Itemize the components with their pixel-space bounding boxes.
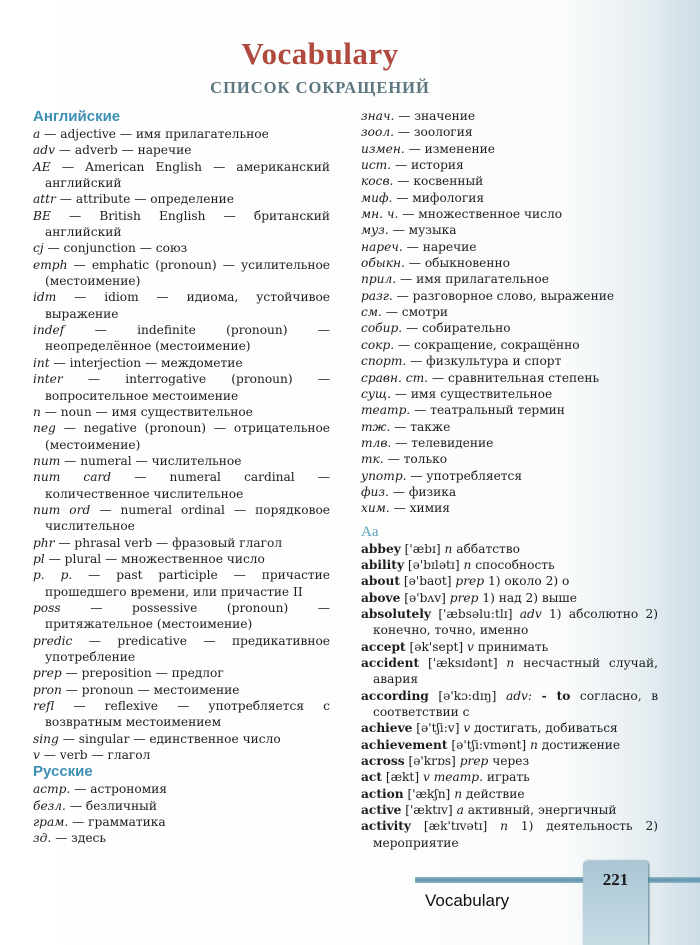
abbreviation-entry <box>33 502 330 535</box>
abbreviation-entry <box>33 257 330 290</box>
abbreviation-meaning: — numeral cardinal — количественное числительное <box>45 470 330 501</box>
abbreviation-entry <box>361 141 658 157</box>
dictionary-entry <box>361 786 658 802</box>
abbreviation-entry <box>33 731 330 747</box>
part-of-speech: n <box>444 541 453 556</box>
transcription: [æk'tɪvətɪ] <box>423 819 488 834</box>
headword: accident <box>361 656 420 670</box>
abbreviation: зоол. <box>361 125 394 140</box>
abbreviation: собир. <box>361 321 403 336</box>
abbreviation: neg <box>33 421 56 436</box>
abbreviation: prep <box>33 666 62 681</box>
abbreviation: refl <box>33 699 55 714</box>
translation: 1) около 2) о <box>487 574 570 589</box>
abbreviation-meaning: — грамматика <box>72 815 166 830</box>
abbreviation-entry <box>361 190 658 206</box>
abbreviation-meaning: — только <box>387 452 448 467</box>
abbreviation-meaning: — наречие <box>406 239 477 254</box>
transcription: [ə'tʃi:v] <box>416 721 460 736</box>
translation: 1) абсолютно 2) конечно, точно, именно <box>373 606 658 638</box>
part-of-speech: a <box>456 803 464 818</box>
part-of-speech: adv <box>519 606 542 621</box>
page-subtitle: СПИСОК СОКРАЩЕНИЙ <box>210 78 430 97</box>
abbreviation: poss <box>33 600 61 615</box>
abbreviation-entry <box>33 453 330 469</box>
abbreviation-meaning: — телевидение <box>395 435 494 450</box>
abbreviation: прил. <box>361 272 397 287</box>
abbreviation-entry <box>33 142 330 158</box>
transcription: [ək'sept] <box>409 639 464 654</box>
abbreviation: v <box>33 748 40 763</box>
part-of-speech: prep <box>455 574 485 589</box>
part-of-speech: v <box>463 721 471 736</box>
abbreviation: хим. <box>361 501 390 516</box>
dictionary-entries <box>361 541 658 852</box>
abbreviation: inter <box>33 372 63 387</box>
translation: через <box>492 754 530 769</box>
abbreviation-meaning: — мифология <box>396 190 485 205</box>
headword: activity <box>361 819 411 834</box>
headword: achieve <box>361 721 413 736</box>
part-of-speech: adv: <box>505 688 532 703</box>
abbreviation-meaning: — noun — имя существительное <box>44 404 253 419</box>
abbreviation-entry <box>33 747 330 763</box>
abbreviation-entry <box>361 320 658 336</box>
page-number: 221 <box>602 870 629 889</box>
abbreviation-meaning: — обыкновенно <box>408 256 510 271</box>
abbreviation: a <box>33 127 41 141</box>
translation: 1) деятельность 2) мероприятие <box>373 819 659 850</box>
abbreviation-meaning: — predicative — предикативное употребление <box>45 633 330 664</box>
abbreviation: мн. ч. <box>361 207 399 222</box>
part-of-speech: v театр. <box>422 770 483 785</box>
abbreviation: pl <box>33 551 45 566</box>
abbreviation-entry <box>33 830 330 846</box>
headword: abbey <box>361 541 401 556</box>
transcription: ['æksɪdənt] <box>427 656 498 670</box>
abbreviation-meaning: — имя существительное <box>394 386 553 401</box>
headword: act <box>361 770 382 785</box>
abbreviation-entry <box>33 191 330 207</box>
abbreviation-meaning: — разговорное слово, выражение <box>396 288 615 303</box>
abbreviation-meaning: — emphatic (pronoun) — усилительное (местоимение) <box>45 257 330 289</box>
abbreviation-entry <box>33 600 330 633</box>
headword: across <box>361 754 405 769</box>
abbreviation-meaning: — астрономия <box>74 782 167 797</box>
abbreviation-meaning: — conjunction — союз <box>47 241 188 256</box>
abbreviation-entry <box>361 402 658 418</box>
headword: ability <box>361 557 405 572</box>
abbreviation: употр. <box>361 468 407 483</box>
abbreviation-entry <box>33 371 330 404</box>
abbreviation-meaning: — adjective — имя прилагательное <box>44 127 269 141</box>
transcription: [ə'krɒs] <box>408 754 456 769</box>
abbreviation-entry <box>361 386 658 402</box>
abbreviation-meaning: — употребляется <box>410 468 523 483</box>
abbreviation: миф. <box>361 190 393 205</box>
headword: absolutely <box>361 606 431 621</box>
transcription: [ə'bɪlətɪ] <box>407 557 460 572</box>
abbreviation-entry <box>33 551 330 567</box>
abbreviation-entry <box>33 126 330 142</box>
abbreviation-meaning: — American English — американский английский <box>45 159 331 191</box>
abbreviation-meaning: — singular — единственное число <box>62 731 281 746</box>
headword: above <box>361 590 401 605</box>
abbreviation: сокр. <box>361 337 395 352</box>
abbreviation-entry <box>361 288 658 304</box>
dictionary-entry <box>361 802 658 818</box>
russian-abbreviations-list-continued <box>361 108 658 517</box>
abbreviation-entry <box>33 535 330 551</box>
translation: действие <box>465 786 525 801</box>
translation: согласно, в соответствии с <box>373 688 659 720</box>
abbreviation-entry <box>33 698 330 731</box>
abbreviation: сравн. ст. <box>361 370 429 385</box>
translation: несчастный случай, авария <box>373 656 658 687</box>
headword: active <box>361 803 402 818</box>
abbreviation-meaning: — изменение <box>408 141 495 156</box>
abbreviation-entry <box>33 322 330 355</box>
abbreviation: нареч. <box>361 239 403 254</box>
abbreviation-entry <box>361 451 658 467</box>
page-title: Vocabulary <box>241 36 399 71</box>
dictionary-entry <box>361 818 658 851</box>
abbreviation-entry <box>361 419 658 435</box>
abbreviation: predic <box>33 633 73 648</box>
part-of-speech: n <box>506 656 515 670</box>
dictionary-entry <box>361 737 658 753</box>
abbreviation: sing <box>33 731 59 746</box>
abbreviation: тк. <box>361 452 384 467</box>
translation: достижение <box>541 737 621 752</box>
abbreviation: тлв. <box>361 435 392 450</box>
dictionary-entry <box>361 769 658 785</box>
translation: аббатство <box>456 541 520 556</box>
abbreviation-entry <box>361 255 658 271</box>
dictionary-letter-heading: Aa <box>361 523 379 540</box>
abbreviation-meaning: — физкультура и спорт <box>410 354 562 369</box>
phrase: - to <box>541 688 571 703</box>
headword: achievement <box>361 737 448 752</box>
abbreviation-entry <box>361 239 658 255</box>
abbreviation-entry <box>33 814 330 830</box>
abbreviation: муз. <box>361 223 389 238</box>
abbreviation-meaning: — имя прилагательное <box>400 272 549 287</box>
abbreviation-entry <box>361 124 658 140</box>
abbreviation-entry <box>361 173 658 189</box>
abbreviation-meaning: — interrogative (pronoun) — вопросительное местоимение <box>45 372 331 403</box>
dictionary-entry <box>361 606 658 639</box>
abbreviation-entry <box>33 208 330 241</box>
headword: accept <box>361 639 406 654</box>
abbreviation-meaning: — interjection — междометие <box>53 355 243 370</box>
abbreviation-entry <box>33 781 330 797</box>
dictionary-entry <box>361 688 658 721</box>
part-of-speech: prep <box>459 754 489 769</box>
abbreviation: num <box>33 453 61 468</box>
abbreviation: BE <box>33 208 51 223</box>
abbreviation: спорт. <box>361 354 407 369</box>
abbreviation-entry <box>33 798 330 814</box>
abbreviation-entry <box>361 435 658 451</box>
abbreviation: разг. <box>361 288 393 303</box>
abbreviation-entry <box>361 468 658 484</box>
left-column <box>33 108 330 847</box>
translation: принимать <box>477 639 549 654</box>
abbreviation: p. p. <box>33 568 73 583</box>
abbreviation-meaning: — pronoun — местоимение <box>65 682 240 697</box>
abbreviation: attr <box>33 192 56 207</box>
abbreviation-meaning: — possessive (pronoun) — притяжательное (местоимение) <box>45 600 330 632</box>
abbreviation-meaning: — театральный термин <box>414 403 565 418</box>
abbreviation-meaning: — музыка <box>392 223 457 238</box>
abbreviation-meaning: — preposition — предлог <box>65 666 224 681</box>
headword: according <box>361 688 429 703</box>
part-of-speech: n <box>529 737 538 752</box>
abbreviation-meaning: — физика <box>392 484 457 499</box>
abbreviation: астр. <box>33 782 71 797</box>
translation: 1) над 2) выше <box>482 590 577 605</box>
abbreviation-meaning: — negative (pronoun) — отрицательное (местоимение) <box>45 421 331 452</box>
abbreviation-entry <box>33 404 330 420</box>
abbreviation: обыкн. <box>361 256 405 271</box>
abbreviation-entry <box>33 355 330 371</box>
abbreviation-entry <box>361 222 658 238</box>
abbreviation-entry <box>361 500 658 516</box>
abbreviation: idm <box>33 290 57 305</box>
abbreviation-entry <box>361 108 658 124</box>
abbreviation: n <box>33 404 41 419</box>
abbreviation-meaning: — косвенный <box>397 174 484 189</box>
transcription: [ə'bʌv] <box>404 590 446 605</box>
abbreviation: сущ. <box>361 386 391 401</box>
transcription: ['æktɪv] <box>405 803 453 818</box>
abbreviation-meaning: — собирательно <box>406 321 511 336</box>
abbreviation-meaning: — сокращение, сокращённо <box>398 337 580 352</box>
abbreviation-meaning: — зоология <box>397 125 473 140</box>
abbreviation-meaning: — attribute — определение <box>59 192 234 207</box>
abbreviation-meaning: — reflexive — употребляется с возвратным местоимением <box>45 699 330 730</box>
abbreviation-meaning: — также <box>394 419 451 434</box>
transcription: ['æbɪ] <box>404 541 441 556</box>
abbreviation-entry <box>33 469 330 502</box>
translation: достигать, добиваться <box>474 721 618 736</box>
translation: способность <box>475 557 555 572</box>
abbreviation-meaning: — verb — глагол <box>43 748 151 763</box>
abbreviation: emph <box>33 257 68 272</box>
abbreviation-meaning: — история <box>394 158 464 173</box>
english-abbreviations-list <box>33 126 330 763</box>
abbreviation: зд. <box>33 831 52 846</box>
abbreviation: театр. <box>361 403 411 418</box>
part-of-speech: n <box>500 819 508 834</box>
translation: активный, энергичный <box>467 803 617 818</box>
dictionary-entry <box>361 573 658 589</box>
abbreviation-meaning: — numeral — числительное <box>64 453 242 468</box>
transcription: [ə'kɔ:dɪŋ] <box>438 688 497 703</box>
abbreviation-entry <box>33 159 330 192</box>
part-of-speech: n <box>454 786 463 801</box>
abbreviation: adv <box>33 143 55 158</box>
abbreviation: ист. <box>361 158 392 173</box>
russian-abbreviations-heading: Русские <box>33 763 93 781</box>
footer-section-label: Vocabulary <box>425 891 510 910</box>
dictionary-entry <box>361 655 658 688</box>
transcription: ['ækʃn] <box>407 786 451 801</box>
abbreviation: int <box>33 355 50 370</box>
abbreviation: знач. <box>361 109 395 123</box>
abbreviation-meaning: — past participle — причастие прошедшего времени, или причастие II <box>45 568 330 599</box>
translation: играть <box>486 770 530 785</box>
abbreviation-meaning: — indefinite (pronoun) — неопределённое (местоимение) <box>45 323 330 354</box>
right-column <box>361 108 658 851</box>
abbreviation-entry <box>361 157 658 173</box>
abbreviation-meaning: — безличный <box>69 798 157 813</box>
abbreviation: физ. <box>361 484 389 499</box>
abbreviation: indef <box>33 323 65 338</box>
english-abbreviations-heading: Английские <box>33 108 121 125</box>
abbreviation-meaning: — phrasal verb — фразовый глагол <box>58 535 283 550</box>
transcription: [ækt] <box>385 770 420 785</box>
abbreviation-meaning: — химия <box>393 501 450 516</box>
transcription: ['æbsəlu:tlɪ] <box>438 606 513 621</box>
part-of-speech: n <box>463 557 472 572</box>
abbreviation: измен. <box>361 141 405 156</box>
abbreviation-entry <box>33 665 330 681</box>
abbreviation-meaning: — смотри <box>385 305 449 320</box>
abbreviation-entry <box>33 567 330 600</box>
abbreviation: pron <box>33 682 62 697</box>
abbreviation: cj <box>33 241 44 256</box>
abbreviation: num card <box>33 470 112 485</box>
part-of-speech: v <box>467 639 474 654</box>
abbreviation-meaning: — plural — множественное число <box>48 551 265 566</box>
abbreviation-meaning: — idiom — идиома, устойчивое выражение <box>45 290 330 321</box>
abbreviation-entry <box>33 682 330 698</box>
abbreviation: тж. <box>361 419 391 434</box>
abbreviation-meaning: — numeral ordinal — порядковое числительное <box>45 502 330 534</box>
abbreviation-entry <box>361 337 658 353</box>
abbreviation: косв. <box>361 174 394 189</box>
abbreviation-meaning: — значение <box>398 109 476 123</box>
abbreviation: AE <box>33 159 51 174</box>
dictionary-entry <box>361 557 658 573</box>
abbreviation-meaning: — здесь <box>55 831 107 846</box>
transcription: [ə'tʃi:vmənt] <box>451 737 527 752</box>
abbreviation-entry <box>33 240 330 256</box>
abbreviation: num ord <box>33 502 91 517</box>
abbreviation-entry <box>361 484 658 500</box>
dictionary-entry <box>361 590 658 606</box>
abbreviation: см. <box>361 305 382 320</box>
abbreviation: грам. <box>33 815 69 830</box>
transcription: [ə'baʊt] <box>403 574 452 589</box>
part-of-speech: prep <box>449 590 479 605</box>
dictionary-entry <box>361 541 658 557</box>
dictionary-entry <box>361 753 658 769</box>
abbreviation-entry <box>361 370 658 386</box>
headword: action <box>361 786 404 801</box>
footer-divider <box>415 877 700 883</box>
abbreviation-entry <box>361 304 658 320</box>
abbreviation: безл. <box>33 798 66 813</box>
abbreviation-entry <box>361 271 658 287</box>
abbreviation-meaning: — множественное число <box>402 207 563 222</box>
abbreviation-meaning: — adverb — наречие <box>58 143 192 158</box>
abbreviation-entry <box>361 206 658 222</box>
abbreviation-entry <box>33 633 330 666</box>
dictionary-entry <box>361 639 658 655</box>
dictionary-entry <box>361 720 658 736</box>
russian-abbreviations-list <box>33 781 330 846</box>
abbreviation-meaning: — British English — британский английский <box>45 208 331 240</box>
abbreviation-entry <box>361 353 658 369</box>
abbreviation-entry <box>33 289 330 322</box>
abbreviation-meaning: — сравнительная степень <box>431 370 600 385</box>
abbreviation-entry <box>33 420 330 453</box>
abbreviation: phr <box>33 535 55 550</box>
headword: about <box>361 574 401 589</box>
